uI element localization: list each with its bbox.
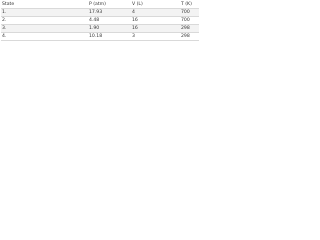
cell-temperature: 700 — [181, 10, 190, 15]
table-row — [1, 25, 199, 33]
cell-temperature: 298 — [181, 26, 190, 31]
cell-pressure: 17.93 — [89, 10, 103, 15]
header-pressure: P (atm) — [89, 2, 106, 7]
cell-volume: 16 — [132, 18, 138, 23]
header-state: State — [2, 2, 15, 7]
cell-temperature: 700 — [181, 18, 190, 23]
table-header-row — [1, 1, 199, 9]
cell-state: 1. — [2, 10, 7, 15]
header-volume: V (L) — [132, 2, 143, 7]
cell-volume: 3 — [132, 34, 135, 39]
table-row — [1, 17, 199, 25]
cell-state: 4. — [2, 34, 7, 39]
table-row — [1, 33, 199, 41]
cell-pressure: 4.48 — [89, 18, 100, 23]
cell-volume: 16 — [132, 26, 138, 31]
cell-state: 2. — [2, 18, 7, 23]
table-row — [1, 9, 199, 17]
cell-volume: 4 — [132, 10, 135, 15]
state-table — [1, 1, 199, 42]
cell-pressure: 10.18 — [89, 34, 103, 39]
cell-temperature: 298 — [181, 34, 190, 39]
cell-state: 3. — [2, 26, 7, 31]
header-temperature: T (K) — [181, 2, 192, 7]
cell-pressure: 1.90 — [89, 26, 100, 31]
